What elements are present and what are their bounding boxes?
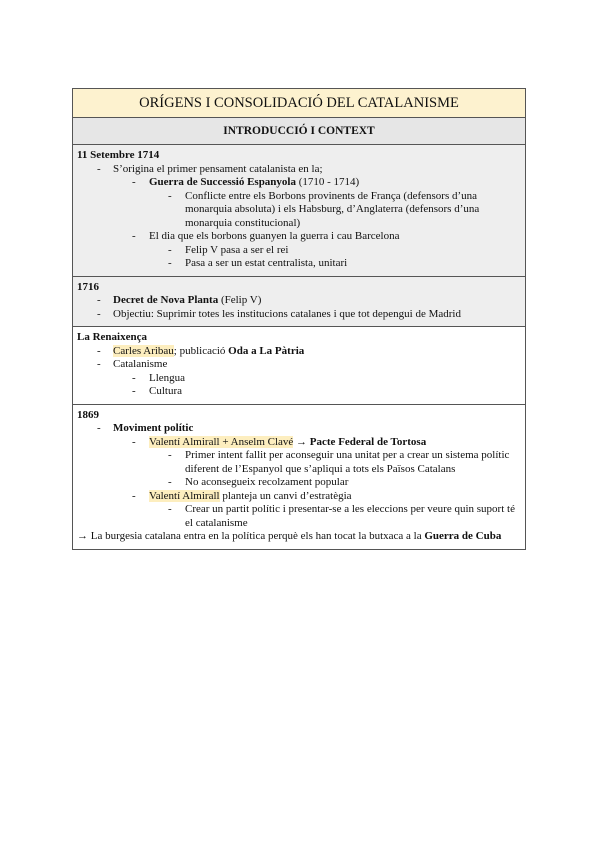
section-1869 xyxy=(73,405,525,549)
section-1716 xyxy=(73,277,525,328)
section-subtitle: INTRODUCCIÓ I CONTEXT xyxy=(73,118,525,145)
section-heading: 1869 xyxy=(77,408,99,421)
closing-note: → La burgesia catalana entra en la política perquè els han tocat la butxaca a la Guerra de Cuba xyxy=(77,530,502,542)
list-item: - Decret de Nova Planta (Felip V) xyxy=(97,294,262,306)
list-item: - Catalanisme xyxy=(97,358,168,370)
list-item: - Valentí Almirall planteja un canvi d’estratègia xyxy=(132,489,352,502)
list-item: - Objectiu: Suprimir totes les institucions catalanes i que tot depengui de Madrid xyxy=(97,307,461,320)
page-title: ORÍGENS I CONSOLIDACIÓ DEL CATALANISME xyxy=(73,89,525,118)
list-item: - Carles Aribau; publicació Oda a La Pàtria xyxy=(97,344,305,357)
section-heading: La Renaixença xyxy=(77,331,147,343)
list-item: - Primer intent fallit per aconseguir una unitat per a crear un sistema polític diferent de l’Espanyol que s’apliqui a tots els Països Catalans xyxy=(168,449,510,475)
list-item: - Moviment polític xyxy=(97,422,194,434)
list-item: - Felip V pasa a ser el rei xyxy=(168,243,289,256)
section-renaixenca xyxy=(73,327,525,405)
section-heading: 11 Setembre 1714 xyxy=(77,149,160,161)
list-item: - Valentí Almirall + Anselm Clavé → Pacte Federal de Tortosa xyxy=(132,435,427,448)
list-item: - No aconsegueix recolzament popular xyxy=(168,476,349,488)
summary-table xyxy=(72,88,526,550)
list-item: - Guerra de Successió Espanyola (1710 - 1714) xyxy=(132,176,360,188)
list-item: - Pasa a ser un estat centralista, unitari xyxy=(168,257,348,269)
list-item: - Llengua xyxy=(132,371,186,384)
list-item: - S’origina el primer pensament catalanista en la; xyxy=(97,162,323,175)
list-item: - Conflicte entre els Borbons provinents de França (defensors d’una monarquia absoluta) i els Habsburg, d’Anglaterra (defensors d’una monarquia constitucional) xyxy=(168,189,480,229)
section-1714 xyxy=(73,145,525,277)
list-item: - Crear un partit polític i presentar-se a les eleccions per veure quin suport té el catalanisme xyxy=(168,503,515,529)
section-heading: 1716 xyxy=(77,280,99,293)
list-item: - Cultura xyxy=(132,385,182,397)
list-item: - El dia que els borbons guanyen la guerra i cau Barcelona xyxy=(132,230,400,242)
